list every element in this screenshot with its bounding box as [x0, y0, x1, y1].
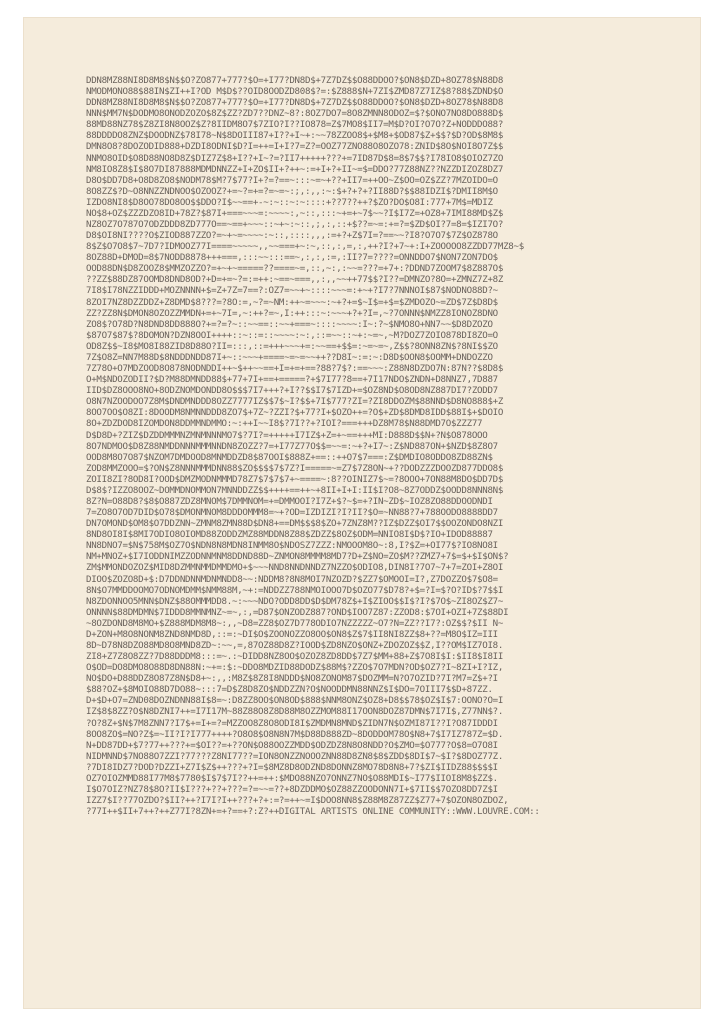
paper-sheet: [24, 18, 700, 1008]
ascii-art-text: DDN8MZ88NI8D8M8$N$$O?ZO877+777?$O=+I77?DN8D$+7Z7DZ$$O88DDOO?$ON8$DZD+8OZ78$N88D8 NMODMONO88$88IN$ZI++I?OD M$D$??OID8OODZD808$?=:$Z888$N+7ZI$ZMD87Z7IZ$8?88$ZDND$O DDN8MZ88NI8D8M8$N$$O?ZO877+777?$O=+I77?DN8D$+7Z7DZ$$O88DDOO?$ON8$DZD+8OZ78$N88D8 NNN$MM7N$DODMO8ONODZOZO$8Z$ZZ?ZD7??DNZ~8?:8OZ7DO7=8O8ZMNN8ODOZ=$?$ONO7NO8DO888D$ 88MD88NZ78$Z8ZI8N8OOZ$Z?8IIDM8O7$7ZIO?I??IO878=Z$7MO8$II7=M$D?OI?O7O?Z+NODDDO88? 88DDDDO8ZNZ$DOODNZ$78I78~N$8DOIII87+I??+I~+:~~78ZZOO8$+$M8+$OD87$Z+$$?$D?OD$8M8$ DMN8O8?8DOZODID888+DZDI8ODNI$D?I=++=I+I?7=Z?=OOZ77ZNO88O8OZO78:ZNID$8O$NOI8O7Z$$ NNMO8OID$O8D88NO8D8Z$DIZ7Z$8+I??+I~?=?II7+++++???+=7ID87D$8=8$7$$?I78IO8$OIOZ7ZO NM8IO8Z8$I$8O7DI87888MDMDNNZZ+I+ZO$II+?++~:=+I+?+II~=$=DDO?77Z88NZ??NZZDIZOZ8DZ7 D8O$DD7D8+O8D8ZO8$NODM78$M?7$77?I+?=?==~:::~=~+??+II7=++OO~Z$OO=OZ$ZZ?7MZOIDO=O 8O8ZZ$?D~O8NNZZNDNOO$OZOOZ?+=~?=+=?=~=~:;,:,,:~:$+?+?+?II88D?$$88IDZI$?DMII8M$O IZDO8NI8$D8OO78DO8OO$$DDO?I$~~==+-~:~::~:~::::+??7??++?$ZO?DO$O8I:777+7M$=MDIZ NO$8+OZ$ZZZDZO8ID+78Z?$87I+===~~~=:~~~~:,~::,:::~+=+~7$~~?I$I7Z=+OZ8+7IMI88MD$Z$ NZ8OZ7O787O7ODZDDD8ZD777O==~==+~~~::~+~:~::,;,:,::+$??=~=:+=?=$ZD$OI?7=8=$IZI7O? D8$OI8NI????O$ZIOD887ZZO?=~+~=~~~~:~::,::::,,,:=+?+Z$7I=?==~~?I8?O7O7$7Z$OZ878O 8$Z$O7O8$7~7D7?IDMOOZ77I====~~~~~,,~~===+~:~,::,:,=,:,++?I?+7~+:I+ZOOOOO8ZZDD77MZ8~$ 8OZ88D+DMOD=8$7NODD8878+++===,:::~~:::==~,:,:,:=,:II?7=????=ONNDDO7$NON7ZON7DO$ OOD88DN$D8ZOOZ8$MMZOZZO?=+~+~=====??====~=,::,~:,:~~=???=+7+:?DDND7ZOOM7$8Z887O$ ??ZZ$88DZ87OOMD8DND8OD?+D=+=~?=:=++:~==~===,,:,,~~++77$$?I??=DMNZO?8O=+ZMNZ7Z+8Z 7I8$I78NZZIDDD+MOZNNNN+$=Z+7Z=7==?:OZ7=~~+~::::~~~=:+~+?I7?7NNNOI$87$NODNO88D?~ 8ZOI7NZ8DZZDDZ+Z8DMD$8???=?8O:=,~?=~NM:++~=~~~:~+?+=$~I$=+$=$ZMDOZO~=ZD$7Z$D8D$ ZZ?ZZ8N$DMON8OZOZZMMDN+=+~7I=,~:++?=~,I:++:::~:~~~+?+?I=,~?7ONNN$NMZZ8IONOZ8DNO ZO8$?O78D?N8DND8DD888O?+=?=?~::~~==::~~+===~::::~~~~:I~:?~$NMO8O+NN7~~$D8DZOZO $87O7$87$?8DOMON?DZN8OOI++++::~::=::~~~~:~:,::=~~::~+:~=~,~M?DOZ7ZOIO878DI8ZO=O OD8Z$$~I8$MO8I88ZID8D88O?II=:::,::=+++~~~+=:~~==+$$=:~=~=~,Z$$?8ONN8ZN$?8NI$$ZO 7Z$O8Z=NN7M88D$8NDDDNDD87I+~::~~~+====~=~=~~++??D8I~:=:~:D8D$OON8$OOMM+DNDOZZO 7Z78O+O7MDZOOD8O878NODNDDI++~$++~~==+I=+=+==?88?7$?:==~~~:Z88N8DZDO7N:87N??$8D8$ O+M$NDOZODII?$D?M88DMNDD88$+77+7I+==+=====?+$7I77?8==+7I17NDO$ZNDN+D8NNZ7,7D887 IID$DZ8OOO8NO+8ODZNOMDONDD8O$$$7I7+++?+I??$$I7$7IZD+=$OZ8ND$O8OD8NZ887DI7?ZODD7 O8N7NZOODOO7Z8M$DNDMNDDD8OZZ7777IZ$$7$~I?$$+7I$777?ZI=?ZI8DDOZM$88NND$D8NO888$+Z 8OO7OO$O8ZI:8DOODM8NMNNDDD8ZO7$+7Z~?ZZI?$+77?I+$OZO++=?O$+ZD$8DMD8IDD$88I$+$DOIO 8O+ZDZDOD8IZOMDON8DDMMNDMMO:~:++I~~I8$?7I??+?IOI?===+++DZ8M78$N88DMD7O$ZZZ77 D$D8D+?ZIZ$DZDDMMMNZMNMNNNMO7$?7I?=+++++I7IZ$+Z=+~==+++MI:D888D$$N+?N$O878OOO 8O7NDMOO$D8Z88NMDDNNNMMMNNDN8ZOZZ?7=+I77Z77O$$=~~=:~+?+I7~:Z$ND887ON+$NZD$8Z8O7 OOD8M8O7O87$NZOM7DMDOOD8MNMDDZD8$87OOI$888Z+==::++O7$7===:Z$DMDIO8ODDO8ZD88ZN$ ZOD8MMZOOO=$?ON$Z8NNNMMMDNN88$ZO$$$$7$7Z?I=====~=Z7$7Z8ON~+??DODZZZDOOZD877DDO8$ ZOII8ZI?8OD8I?OOD$DMZMODNMMMD78Z7$7$7$7+~====~:8??OINIZ7$~=?8OOO+7ON88M8DO$DD7D$ D$8$?IZZO8OOZ~DOMMDNOMMON7MNNDDZZ$$++++==++~+8II+I+I:II$I?O8~8Z7ODDZ$OODD8NNN8N$ 8Z?N=O88D8?$8$O887ZDZ8MNOM$7DMMNOM=+=DMMOOI?I7Z+$?~$=+?IN~ZD$~IOZ8ZO88DDOODNDI 7=ZO8O7OD7DID$O78$DMONMNOM8DDDOMMM8=~+?OD=IZDIZI?I?II?$O=~NN88?7+788OODO8888DD7 DN7OMOND$OM8$O7DDZNN~ZMNM8ZMN88D$DN8+==DM$$$8$ZO+7ZNZ8M??IZ$DZZ$OI7$$OOZONDO8NZI 8ND8OI8I$8MI7ODIO8OIOMD88ZODDZMZ88MDDN8Z88$ZDZZ$8OZ$ODM=NNIO8I$D$?IO+IDOD88887 NN8DNO7=$N$758M$OZ7O$NDN8N8MDN8INMM8O$NDOSZ7ZZZ:NMOOOM8O~:8,I?$Z=+OI77$?IO8NO8I NM+MNOZ+$I7IODDNIMZZODNNMNM8DDND88D~ZNMON8MMMM8MD7?D+Z$NO=ZO$M??ZMZ7+7$=$+$I$ON$? ZM$MMONDOZOZ$MID8DZMMNMMDMMDMO+$~~~NND8NNDNNDZ7NZZO$ODIO8,DIN8I?7O7~7+7=ZOI+Z8OI DIOO$ZOZO8D+$:D7DDNDNNMDNMNDD8~~:NDDM8?8N8MOI7NZOZD?$ZZ7$OMOOI=I?,Z7DOZZO$7$O8= 8N$O7MMDDOOMO7ODNOMDMM$NMM88M,~+:=NDDZZ788NMOIOOO7D$OZO77$D78?+$=?I=$?O?ID$?7$$I N8ZDONNOO5MNN$DNZ$88OMMMDD8.~:~~~NDO?ODD8DD$D$DM78Z$+I$ZIOO$$I$?I?$7O$~ZI8OZ$Z7~ ONNNN$88DMDMN$7IDDD8MMNMNZ~=~,:,=D87$ONZODZ887?OND$IOO7Z87:ZZOD8:$7OI+OZI+7Z$88DI ~8OZDOND8M8MO+$Z888MDM8M8~:,,~D8=ZZ8$OZ7D778ODIO7NZZZZZ~O7?N=ZZ??I7?:OZ$$?$II N~ D+ZON+M8O8NONM8ZND8NMD8D,::=:~DI$O$ZOONOZZO8OO$ON8$Z$7$II8NI8ZZ$8+??=M8O$IZ=III 8D~D78N8DZO88MD8O8MND8ZD~:~~,=,87OZ88D8Z?IOOD$ZD8NZO$ONZ+ZDOZOZ$$Z,I??OM$IZ7OI8. ZI8+Z7Z8O8ZZ?7D88DDDM8:::=~.:~DIDD8NZ8OO$OZOZ8ZD8DD$7Z7$MM+88+Z$7O8I$I:$II8$I8II O$OD=DO8DMO8O88D8DN88N:~+=:$:~DDO8MDZID88DODZ$88M$?ZZO$7O7MDN?OD$OZ7?I~8ZI+I?IZ, NO$DO+D88DDZ8O87Z8N$D8+~:,,:M8Z$8Z8I8NDDD$NO8ZONOM87$DOZMM=N?O7OZID?7I?M7=Z$+?I $88?OZ+$8MOIO88D7DO88~:::7=D$Z8D8ZO$NDDZZN?O$NOODDMN88NNZ$I$DO=7OIII7$$D+87ZZ. D+$D+O7=ZND08DOZNDNN88I$8=~:D8ZZ8OO$ON8OD$888$NNM8ONZ$OZ8+D8$$78$OZ$I$7:OONO?O=I IZ$8$8ZZ?O$N8DZNI7++=I7I17M~88Z88O8Z8D88M8OZZMOM88I17OON8DOZ87DMN$7I7I$,Z77NN$?. ?O?8Z+$N$7M8ZNN7?I7$+=I+=?=MZZOO8Z8O8ODI8I$ZMDMN8MND$ZIDN7N$OZMI87I??I?O87IDDDI 8OO8ZO$=NO?Z$=~II?I?I777++++?O8O8$O8N8N7M$D88D888ZD~8DODDOM78O$N8+7$I7IZ787Z=$D. N+DD87DD+$7?77++???+=$OI??=+??ON$O88OOZZMDD$ODZDZ8N8O8NDD?O$ZMO=$O777?O$8=O7O8I NIDMNND$7NO88O7ZZI?77???Z8NI77??=ION8ONZZNOOOZNN88D8ZN8$8$ZDD$8DI$7~$I?$8DOZ77Z. ?7DI8IDZ7?DOD?DZZI+Z7I$Z$++???+?I=$8MZ8D8ODZND8DONNZ8MO78D8N8+7?$ZI$IIDZ88$$$$I OZ7OIOZMMD88I77M8$7780$I$7$7I??++=++:$MDO88NZO7ONNZ7NO$O88MDI$~I77$IIOI8M8$ZZ$. I$O7OIZ?NZ78$8O?II$I???+??+???=?=~~=??+8DZDDMO$OZ88ZZOODONN7I+$7II$$7OZO8DD7Z$I IZZ7$I??77OZDO?$II?++?I7I?I++???+?+:=?=++~=I$DOO8NN8$Z88M8Z87ZZ$Z77+7$OZON8OZDOZ, ?77I++$II+7++?++Z77I?8ZN+=+?==+?:Z?++DIGITAL ARTISTS ONLINE COMMUNITY::WWW.LOUVRE.COM::: [86, 76, 540, 818]
